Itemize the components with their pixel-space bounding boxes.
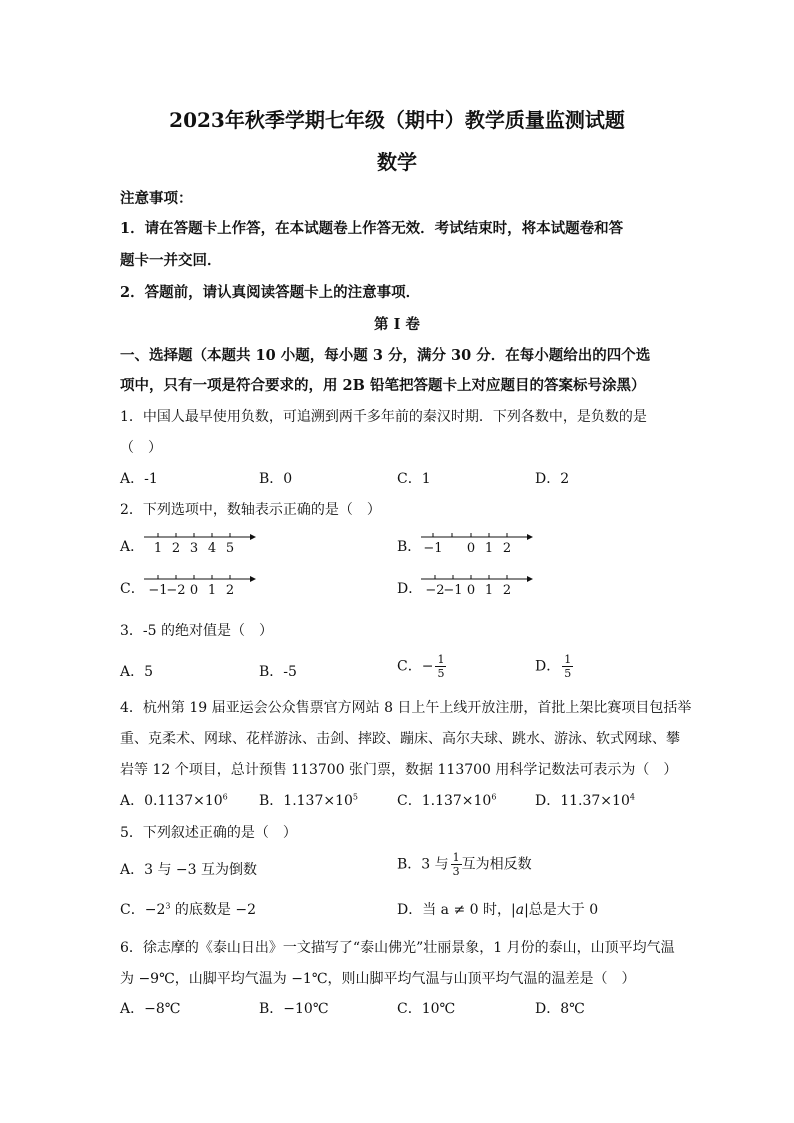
q2-option-c-number-line [144,572,256,602]
q5-option-b [397,851,532,878]
q2-c-tick-label: −1 [148,583,168,598]
q5-option-b-fraction [451,851,462,878]
q3-option-d-denominator: 5 [564,667,572,680]
q5-option-d [397,899,598,919]
q3-option-c-fraction [435,653,446,680]
q4-option-c-base: C．1.137×10 [397,793,492,809]
q5-option-d-abs: |a| [511,902,529,918]
q2-d-tick-label: 2 [502,583,512,598]
q4-option-a-base: A．0.1137×10 [120,793,223,809]
q3-option-c-denominator: 5 [437,667,445,680]
q3-option-c [397,653,446,680]
q2-option-d-number-line [421,572,533,602]
q6-option-b: B．−10℃ [259,1001,329,1017]
q6-stem-line-1: 6．徐志摩的《泰山日出》一文描写了“泰山佛光”壮丽景象，1 月份的泰山，山顶平均气温 [120,940,675,956]
q4-option-c-exponent: 6 [491,792,497,802]
q5-option-b-denominator: 3 [452,865,460,878]
q2-b-tick-label: 0 [466,541,476,556]
q2-a-tick-label: 3 [189,541,199,556]
q5-option-c-suffix: 的底数是 −2 [170,902,256,918]
q4-option-d [535,790,635,810]
q5-option-b-suffix: 互为相反数 [461,856,532,873]
q5-option-b-numerator: 1 [452,851,460,864]
q2-d-tick-label: 1 [484,583,494,598]
q4-option-d-exponent: 4 [629,792,635,802]
q5-option-c-base: C．−2 [120,902,166,918]
q4-option-c [397,790,496,810]
q2-option-c-label: C． [120,581,145,597]
q4-option-b [259,790,358,810]
q2-c-tick-label: −2 [166,583,186,598]
notice-heading: 注意事项： [120,190,193,207]
q1-option-d: D．2 [535,471,570,487]
notice-item-2: 2．答题前，请认真阅读答题卡上的注意事项． [120,284,421,301]
q3-option-d-fraction [562,653,573,680]
q2-b-tick-label: 2 [502,541,512,556]
q4-stem-line-1: 4．杭州第 19 届亚运会公众售票官方网站 8 日上午上线开放注册，首批上架比赛项目包括举 [120,700,692,716]
q6-option-d: D．8℃ [535,1001,585,1017]
q4-option-a-exponent: 6 [222,792,228,802]
q2-stem: 2．下列选项中，数轴表示正确的是（ ） [120,502,381,518]
notice-item-1-line-1: 1．请在答题卡上作答，在本试题卷上作答无效．考试结束时，将本试题卷和答 [120,220,624,237]
q4-stem-line-3: 岩等 12 个项目，总计预售 113700 张门票，数据 113700 用科学记数法可表示为（ ） [120,762,678,778]
q3-option-a: A．5 [120,664,154,680]
q3-option-d-label: D． [535,658,561,675]
q6-option-c: C．10℃ [397,1001,456,1017]
q2-d-tick-label: 0 [466,583,476,598]
q4-option-b-exponent: 5 [352,792,359,802]
q2-option-a-number-line [144,530,256,560]
q3-option-b: B．-5 [259,664,297,680]
section-heading-line-2: 项中，只有一项是符合要求的，用 2B 铅笔把答题卡上对应题目的答案标号涂黑） [120,377,646,394]
q5-option-c [120,899,256,919]
q5-option-d-prefix: D．当 a ≠ 0 时， [397,902,512,918]
q2-a-tick-label: 5 [225,541,235,556]
q3-option-c-label: C．− [397,658,434,675]
q1-stem-line-2: （ ） [120,440,162,456]
section-heading-line-1: 一、选择题（本题共 10 小题，每小题 3 分，满分 30 分．在每小题给出的四个选 [120,347,651,364]
q2-b-tick-label: 1 [484,541,494,556]
q1-option-c: C．1 [397,471,431,487]
q5-option-a: A．3 与 −3 互为倒数 [120,862,258,878]
notice-item-1-line-2: 题卡一并交回． [120,252,222,269]
exam-title: 2023年秋季学期七年级（期中）教学质量监测试题 [169,108,625,132]
q5-option-c-exponent: 3 [165,901,171,911]
q3-option-d-numerator: 1 [564,653,572,666]
q2-d-tick-label: −1 [443,583,463,598]
q4-option-a [120,790,228,810]
q5-option-b-prefix: B．3 与 [397,856,449,873]
q4-option-b-base: B．1.137×10 [259,793,353,809]
q2-d-tick-label: −2 [425,583,445,598]
q1-option-a: A．-1 [120,471,158,487]
q2-option-b-number-line [421,530,533,560]
q2-option-d-label: D． [397,581,423,597]
volume-heading: 第 I 卷 [374,316,420,333]
q2-option-b-label: B． [397,539,422,555]
q2-a-tick-label: 2 [171,541,181,556]
q6-option-a: A．−8℃ [120,1001,181,1017]
q2-c-tick-label: 0 [189,583,199,598]
q1-option-b: B．0 [259,471,293,487]
q2-a-tick-label: 1 [153,541,163,556]
q1-stem-line-1: 1．中国人最早使用负数，可追溯到两千多年前的秦汉时期．下列各数中，是负数的是 [120,409,647,425]
q2-option-a-label: A． [120,539,145,555]
q3-stem: 3．-5 的绝对值是（ ） [120,623,273,639]
q3-option-d [535,653,573,680]
q2-c-tick-label: 2 [225,583,235,598]
q3-option-c-numerator: 1 [437,653,445,666]
q5-stem: 5．下列叙述正确的是（ ） [120,825,297,841]
q5-option-d-suffix: 总是大于 0 [528,902,599,918]
q2-a-tick-label: 4 [207,541,217,556]
q4-option-d-base: D．11.37×10 [535,793,630,809]
q2-c-tick-label: 1 [207,583,217,598]
q4-stem-line-2: 重、克柔术、网球、花样游泳、击剑、摔跤、蹦床、高尔夫球、跳水、游泳、软式网球、攀 [120,731,680,747]
subject-title: 数学 [377,150,417,174]
q6-stem-line-2: 为 −9℃，山脚平均气温为 −1℃，则山脚平均气温与山顶平均气温的温差是（ ） [120,971,636,987]
q2-b-tick-label: −1 [423,541,443,556]
